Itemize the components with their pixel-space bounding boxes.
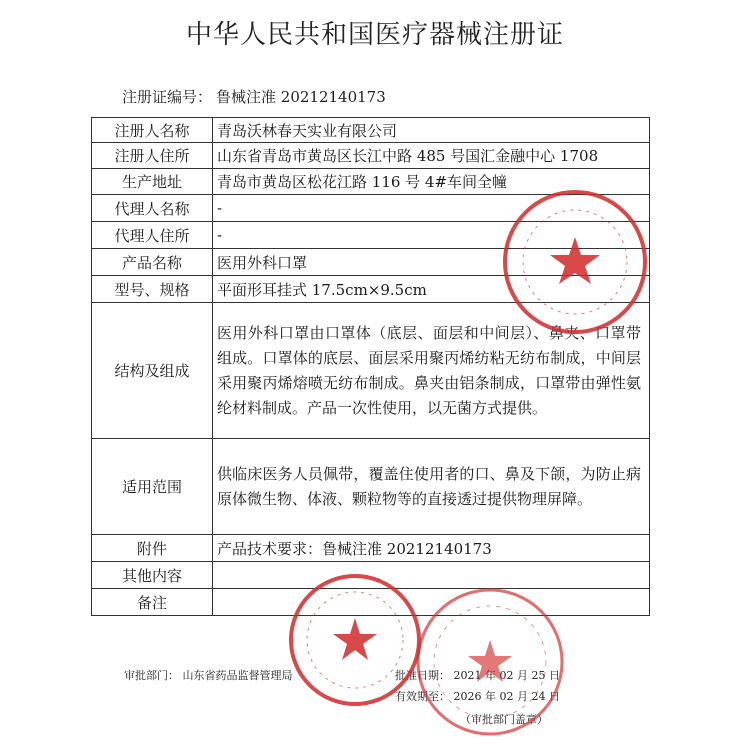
row-value: 青岛沃林春天实业有限公司 [213,118,650,143]
row-value: - [213,195,650,222]
row-label: 代理人名称 [92,195,213,222]
table-row [92,439,650,535]
row-value: 医用外科口罩由口罩体（底层、面层和中间层）、鼻夹、口罩带组成。口罩体的底层、面层采用聚丙烯纺粘无纺布制成，中间层采用聚丙烯熔喷无纺布制成。鼻夹由铝条制成，口罩带由弹性氨纶材料制成。产品一次性使用，以无菌方式提供。 [213,303,650,439]
row-value: 平面形耳挂式 17.5cm×9.5cm [213,276,650,303]
seal-note: （审批部门盖章） [460,713,548,726]
valid-until-date: 有效期至： 2026 年 02 月 24 日 [395,690,560,703]
row-label: 适用范围 [92,439,213,535]
approval-date: 批准日期： 2021 年 02 月 25 日 [395,669,560,682]
authority-seal-icon [410,582,570,742]
row-label: 代理人住所 [92,222,213,249]
row-value: 山东省青岛市黄岛区长江中路 485 号国汇金融中心 1708 [213,143,650,169]
row-label: 备注 [92,589,213,616]
company-seal-icon [280,570,430,710]
row-label: 生产地址 [92,169,213,195]
registration-number-value: 鲁械注准 20212140173 [216,88,386,106]
row-value: 供临床医务人员佩带，覆盖住使用者的口、鼻及下颌，为防止病原体微生物、体液、颗粒物等的直接透过提供物理屏障。 [213,439,650,535]
row-label: 注册人名称 [92,118,213,143]
row-value: 医用外科口罩 [213,249,650,276]
row-label: 注册人住所 [92,143,213,169]
row-value: 产品技术要求：鲁械注准 20212140173 [213,535,650,562]
row-label: 其他内容 [92,562,213,589]
row-label: 型号、规格 [92,276,213,303]
table-row [92,143,650,169]
company-seal-icon [500,187,650,337]
registration-number [122,86,386,107]
row-label: 产品名称 [92,249,213,276]
row-value: 青岛市黄岛区松花江路 116 号 4#车间全幢 [213,169,650,195]
table-row [92,535,650,562]
table-row [92,118,650,143]
row-label: 结构及组成 [92,303,213,439]
row-value: - [213,222,650,249]
registration-number-label: 注册证编号： [122,88,213,106]
certificate-title: 中华人民共和国医疗器械注册证 [185,20,564,50]
approval-department: 审批部门： 山东省药品监督管理局 [124,669,293,682]
row-label: 附件 [92,535,213,562]
